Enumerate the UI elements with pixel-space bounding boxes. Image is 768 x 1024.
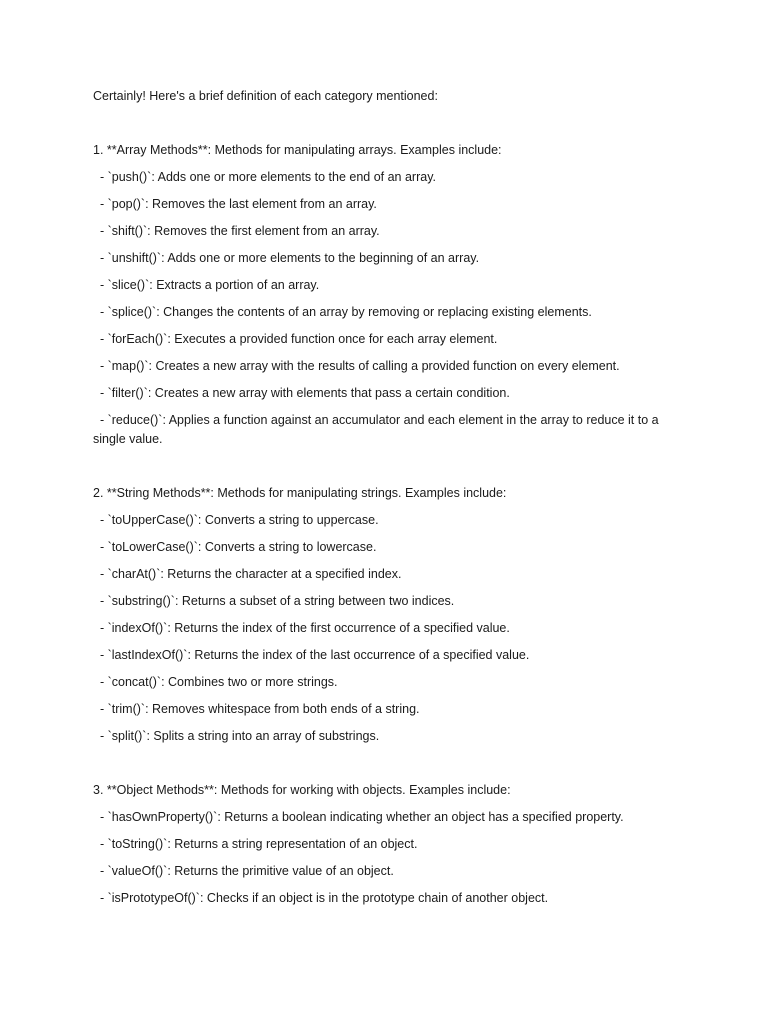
list-item: - `split()`: Splits a string into an array of substrings. [93, 729, 380, 743]
list-item: - `pop()`: Removes the last element from an array. [93, 197, 377, 211]
section-2 [93, 484, 683, 746]
list-item: - `map()`: Creates a new array with the results of calling a provided function on every element. [93, 359, 620, 373]
list-item: - `push()`: Adds one or more elements to the end of an array. [93, 170, 437, 184]
list-item: - `substring()`: Returns a subset of a string between two indices. [93, 594, 455, 608]
intro-paragraph: Certainly! Here's a brief definition of each category mentioned: [93, 89, 438, 103]
list-item: - `slice()`: Extracts a portion of an array. [93, 278, 320, 292]
list-item: - `shift()`: Removes the first element from an array. [93, 224, 380, 238]
list-item: - `reduce()`: Applies a function against an accumulator and each element in the array to reduce it to a single value. [93, 413, 663, 446]
list-item: - `concat()`: Combines two or more strings. [93, 675, 338, 689]
list-item: - `splice()`: Changes the contents of an array by removing or replacing existing elements. [93, 305, 592, 319]
list-item: - `trim()`: Removes whitespace from both ends of a string. [93, 702, 420, 716]
document-body [93, 87, 683, 943]
sections-container [93, 141, 683, 908]
section-heading: 1. **Array Methods**: Methods for manipulating arrays. Examples include: [93, 143, 502, 157]
list-item: - `indexOf()`: Returns the index of the first occurrence of a specified value. [93, 621, 510, 635]
list-item: - `toString()`: Returns a string representation of an object. [93, 837, 418, 851]
list-item: - `charAt()`: Returns the character at a specified index. [93, 567, 402, 581]
list-item: - `toUpperCase()`: Converts a string to uppercase. [93, 513, 379, 527]
list-item: - `isPrototypeOf()`: Checks if an object is in the prototype chain of another object. [93, 891, 549, 905]
section-1 [93, 141, 683, 449]
list-item: - `hasOwnProperty()`: Returns a boolean indicating whether an object has a specified property. [93, 810, 624, 824]
list-item: - `forEach()`: Executes a provided function once for each array element. [93, 332, 498, 346]
list-item: - `filter()`: Creates a new array with elements that pass a certain condition. [93, 386, 510, 400]
section-heading: 3. **Object Methods**: Methods for working with objects. Examples include: [93, 783, 511, 797]
section-heading: 2. **String Methods**: Methods for manipulating strings. Examples include: [93, 486, 507, 500]
list-item: - `toLowerCase()`: Converts a string to lowercase. [93, 540, 377, 554]
section-3 [93, 781, 683, 908]
list-item: - `valueOf()`: Returns the primitive value of an object. [93, 864, 394, 878]
list-item: - `lastIndexOf()`: Returns the index of the last occurrence of a specified value. [93, 648, 530, 662]
list-item: - `unshift()`: Adds one or more elements to the beginning of an array. [93, 251, 480, 265]
